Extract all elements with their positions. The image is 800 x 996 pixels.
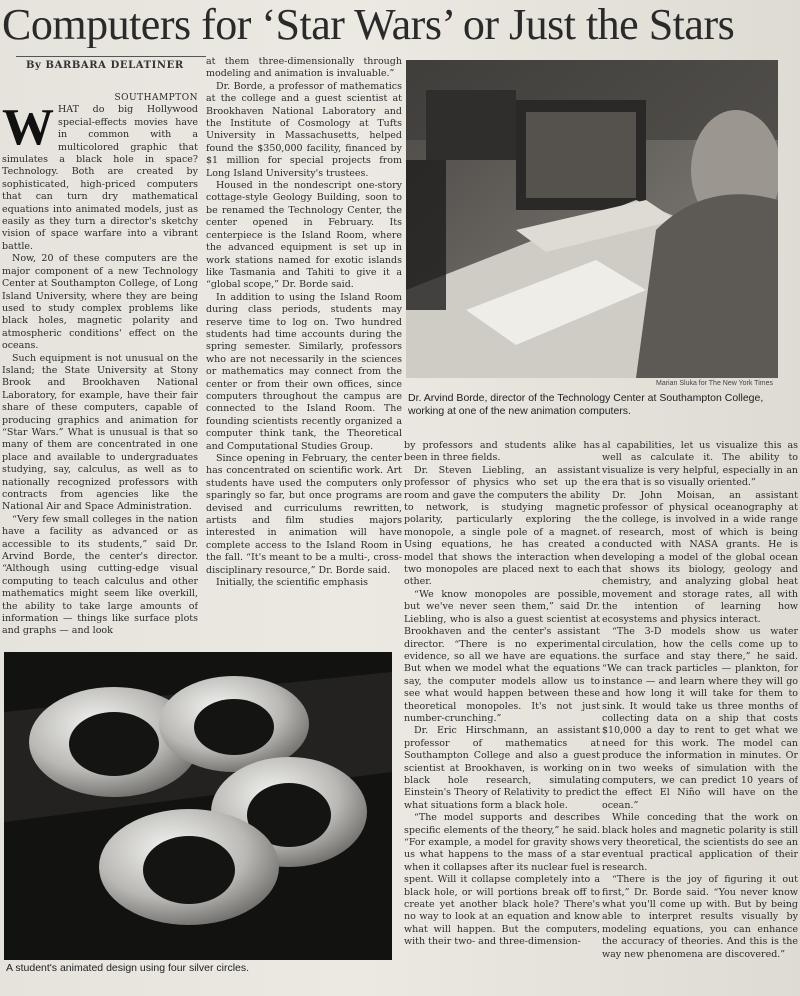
photo-caption-bottom: A student's animated design using four silver circles.: [6, 962, 250, 974]
photo-caption-top: Dr. Arvind Borde, director of the Technology Center at Southampton College, working at one of the new animation computers.: [408, 392, 764, 417]
byline-rule: [16, 56, 206, 57]
photo-computer-lab-image: [406, 60, 778, 378]
paragraph: In addition to using the Island Room during class periods, students may reserve time to log on. Two hundred students had time accounts during the spring semester. Similarly, professors who are not necessarily in the sciences or mathematics may connect from the center or from their own offices, since computers throughout the campus are connected to the Island Room. The founding scientists recently organized a computer think tank, the Theoretical and Computational Studies Group.: [206, 291, 402, 452]
paragraph: at them three-dimensionally through modeling and animation is invaluable.”: [206, 56, 402, 80]
headline: Computers for ‘Star Wars’ or Just the Stars: [2, 2, 735, 48]
paragraph: Dr. Borde, a professor of mathematics at the college and a guest scientist at Brookhaven National Laboratory and the Institute of Cosmology at Tufts University in Massachusetts, helped found the $350,000 facility, financed by $1 million for special projects from Long Island University's trustees.: [206, 80, 402, 179]
paragraph: While conceding that the work on black holes and magnetic polarity is still very theoretical, the scientists do see an eventual practical application of their research.: [602, 812, 798, 873]
paragraph: al capabilities, let us visualize this as well as calculate it. The ability to visualize is very helpful, especially in an era that is so visually oriented.”: [602, 440, 798, 489]
paragraph: “The 3-D models show us water circulation, how the cells come up to the surface and stay there,” he said. “We can track particles — plankton, for instance — and learn where they will go and how long it will take for them to sink. It would take us three months of collecting data on a ship that costs $10,000 a day to rent to get what we need for this work. The model can produce the information in minutes. Or in two weeks of simulation with the computers, we can predict 10 years of the effect El Niño will have on the ocean.”: [602, 626, 798, 811]
paragraph: “The model supports and describes specific elements of the theory,” he said. “For example, a model for gravity shows us what happens to the mass of a star when it collapses after its nuclear fuel is spent. Will it collapse completely into a black hole, or will portions break off to create yet another black hole? There's no way to look at an equation and know what will happen. But the computers, with their two- and three-dimension-: [404, 812, 600, 948]
paragraph: Such equipment is not unusual on the Island; the State University at Stony Brook and Brookhaven National Laboratory, for example, have their fair share of these computers, capable of producing graphics and animation for “Star Wars.” What is unusual is that so many of them are concentrated in one place and available to undergraduates studying, say, calculus, as well as to nationally recognized professors with contracts from agencies like the National Air and Space Administration.: [2, 352, 198, 513]
photo-silver-circles: [4, 652, 392, 960]
paragraph: Dr. Steven Liebling, an assistant professor of physics who set up the room and gave the computers the ability to network, is studying magnetic polarity, particularly exploring the monopole, a single pole of a magnet. Using equations, he has created a model that shows the interaction when two monopoles are placed next to each other.: [404, 464, 600, 588]
article-column-2: [206, 56, 402, 644]
paragraph: by professors and students alike has been in three fields.: [404, 440, 600, 464]
paragraph: “There is the joy of figuring it out first,” Dr. Borde said. “You never know what you'll come up with. But by being able to interpret results visually by modeling equations, you can enhance the accuracy of theories. And this is the way new phenomena are discovered.”: [602, 874, 798, 960]
paragraph: Dr. Eric Hirschmann, an assistant professor of mathematics at Southampton College and also a guest scientist at Brookhaven, is working on black hole research, simulating Einstein's Theory of Relativity to predict what situations form a black hole.: [404, 725, 600, 811]
paragraph: “Very few small colleges in the nation have a facility as advanced or as accessible to its students,” said Dr. Arvind Borde, the center's director. “Although using cutting-edge visual computing to teach calculus and other mathematics might seem like overkill, the ability to take large amounts of information — things like surface plots and graphs — and look: [2, 513, 198, 637]
drop-cap: W: [2, 99, 54, 157]
photo-silver-circles-image: [4, 652, 392, 960]
paragraph: Initially, the scientific emphasis: [216, 577, 369, 589]
paragraph: Housed in the nondescript one-story cottage-style Geology Building, soon to be renamed the Technology Center, the center opened in February. Its centerpiece is the Island Room, where the advanced equipment is set up in work stations named for exotic islands like Tasmania and Tahiti to give it a “global scope,” Dr. Borde said.: [206, 180, 402, 291]
photo-computer-lab: [406, 60, 778, 378]
article-column-1: [2, 92, 198, 644]
dateline: SOUTHAMPTON: [114, 93, 198, 103]
paragraph: HAT do big Hollywood special-effects movies have in common with a multicolored graphic that simulates a black hole in space? Technology. Both are created by sophisticated, high-priced computers that can turn dry mathematical equations into animated models, just as easily as they turn a director's sketchy vision of space warfare into a vibrant battle.: [2, 104, 198, 252]
article-column-3: [404, 440, 600, 996]
article-column-4: [602, 440, 798, 996]
paragraph: Dr. John Moisan, an assistant professor of physical oceanography at the college, is involved in a wide range of research, most of which is being conducted with NASA grants. He is developing a model of the global ocean that shows its biology, geology and chemistry, and analyzing global heat movement and storage rates, all with the intention of learning how ecosystems and physics interact.: [602, 489, 798, 625]
paragraph: “We know monopoles are possible, but we've never seen them,” said Dr. Liebling, who is also a guest scientist at Brookhaven and the center's assistant director. “There is no experimental evidence, so all we have are equations. But when we model what the equations say, the computer models allow us to see what would happen between these theoretical monopoles. It's not just number-crunching.”: [404, 588, 600, 724]
paragraph: Since opening in February, the center has concentrated on scientific work. Art students have used the computers only sparingly so far, but once programs are devised and curriculums rewritten, artists and film studies majors interested in animation will have complete access to the Island Room in the fall. “It's meant to be a multi-, cross-disciplinary resource,” Dr. Borde said.: [206, 453, 402, 576]
photo-credit: Marian Sluka for The New York Times: [656, 380, 773, 387]
silver-ring: [99, 809, 279, 925]
paragraph: Now, 20 of these computers are the major component of a new Technology Center at Southampton College, of Long Island University, where they are being used to study complex problems like black holes, magnetic polarity and atmospheric conditions' effect on the oceans.: [2, 253, 198, 352]
byline: By BARBARA DELATINER: [26, 60, 184, 71]
